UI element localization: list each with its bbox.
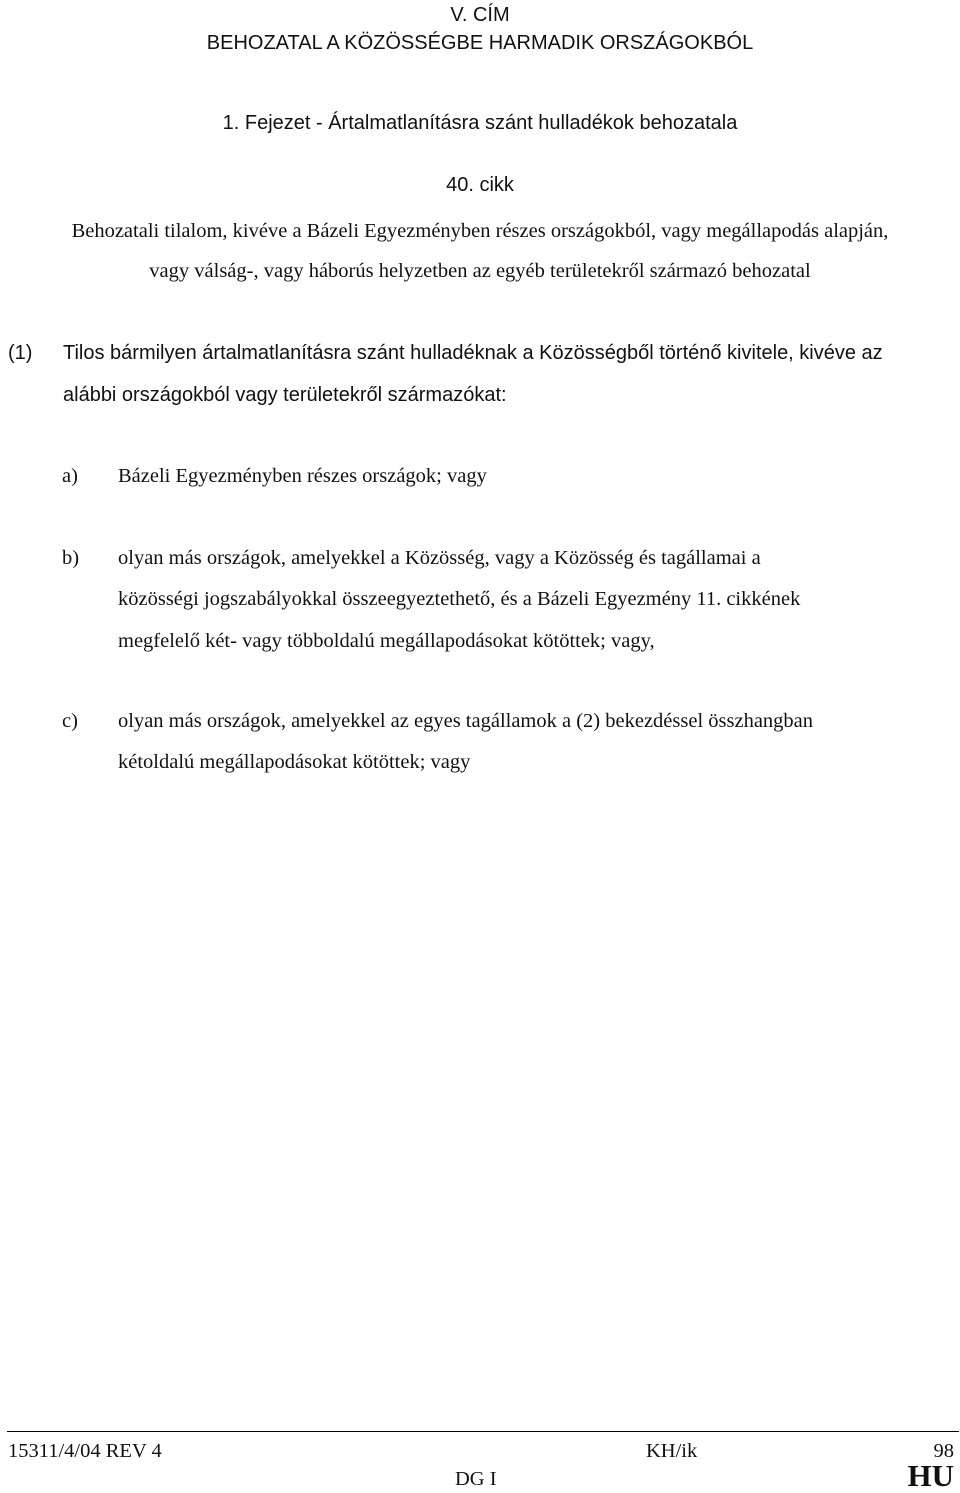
paragraph-label: (1) bbox=[8, 342, 33, 364]
paragraph-line: alábbi országokból vagy területekről származókat: bbox=[63, 384, 507, 406]
article-heading-line: Behozatali tilalom, kivéve a Bázeli Egyezményben részes országokból, vagy megállapodás alapján, bbox=[71, 220, 889, 242]
chapter-heading: 1. Fejezet - Ártalmatlanításra szánt hulladékok behozatala bbox=[222, 112, 738, 134]
list-item-label: b) bbox=[62, 547, 80, 569]
title-number: V. CÍM bbox=[450, 4, 510, 26]
footer-divider bbox=[7, 1431, 959, 1432]
title-heading: BEHOZATAL A KÖZÖSSÉGBE HARMADIK ORSZÁGOKBÓL bbox=[206, 32, 754, 54]
list-item-line: kétoldalú megállapodásokat kötöttek; vagy bbox=[118, 751, 471, 773]
footer-directorate: DG I bbox=[455, 1468, 497, 1490]
article-heading-line: vagy válság-, vagy háborús helyzetben az egyéb területekről származó behozatal bbox=[149, 260, 811, 282]
footer-language-code: HU bbox=[907, 1458, 954, 1493]
footer-initials: KH/ik bbox=[646, 1440, 698, 1462]
list-item-line: Bázeli Egyezményben részes országok; vagy bbox=[118, 465, 487, 487]
list-item-line: olyan más országok, amelyekkel a Közösség, vagy a Közösség és tagállamai a bbox=[118, 547, 761, 569]
list-item-label: a) bbox=[62, 465, 78, 487]
footer-doc-ref: 15311/4/04 REV 4 bbox=[8, 1440, 162, 1462]
list-item-line: közösségi jogszabályokkal összeegyeztethető, és a Bázeli Egyezmény 11. cikkének bbox=[118, 588, 801, 610]
article-number: 40. cikk bbox=[446, 174, 514, 196]
footer-page-number: 98 bbox=[933, 1440, 954, 1462]
list-item-line: megfelelő két- vagy többoldalú megállapodásokat kötöttek; vagy, bbox=[118, 630, 655, 652]
paragraph-line: Tilos bármilyen ártalmatlanításra szánt hulladéknak a Közösségből történő kivitele, kivéve az bbox=[63, 342, 883, 364]
list-item-line: olyan más országok, amelyekkel az egyes tagállamok a (2) bekezdéssel összhangban bbox=[118, 710, 814, 732]
list-item-label: c) bbox=[62, 710, 78, 732]
